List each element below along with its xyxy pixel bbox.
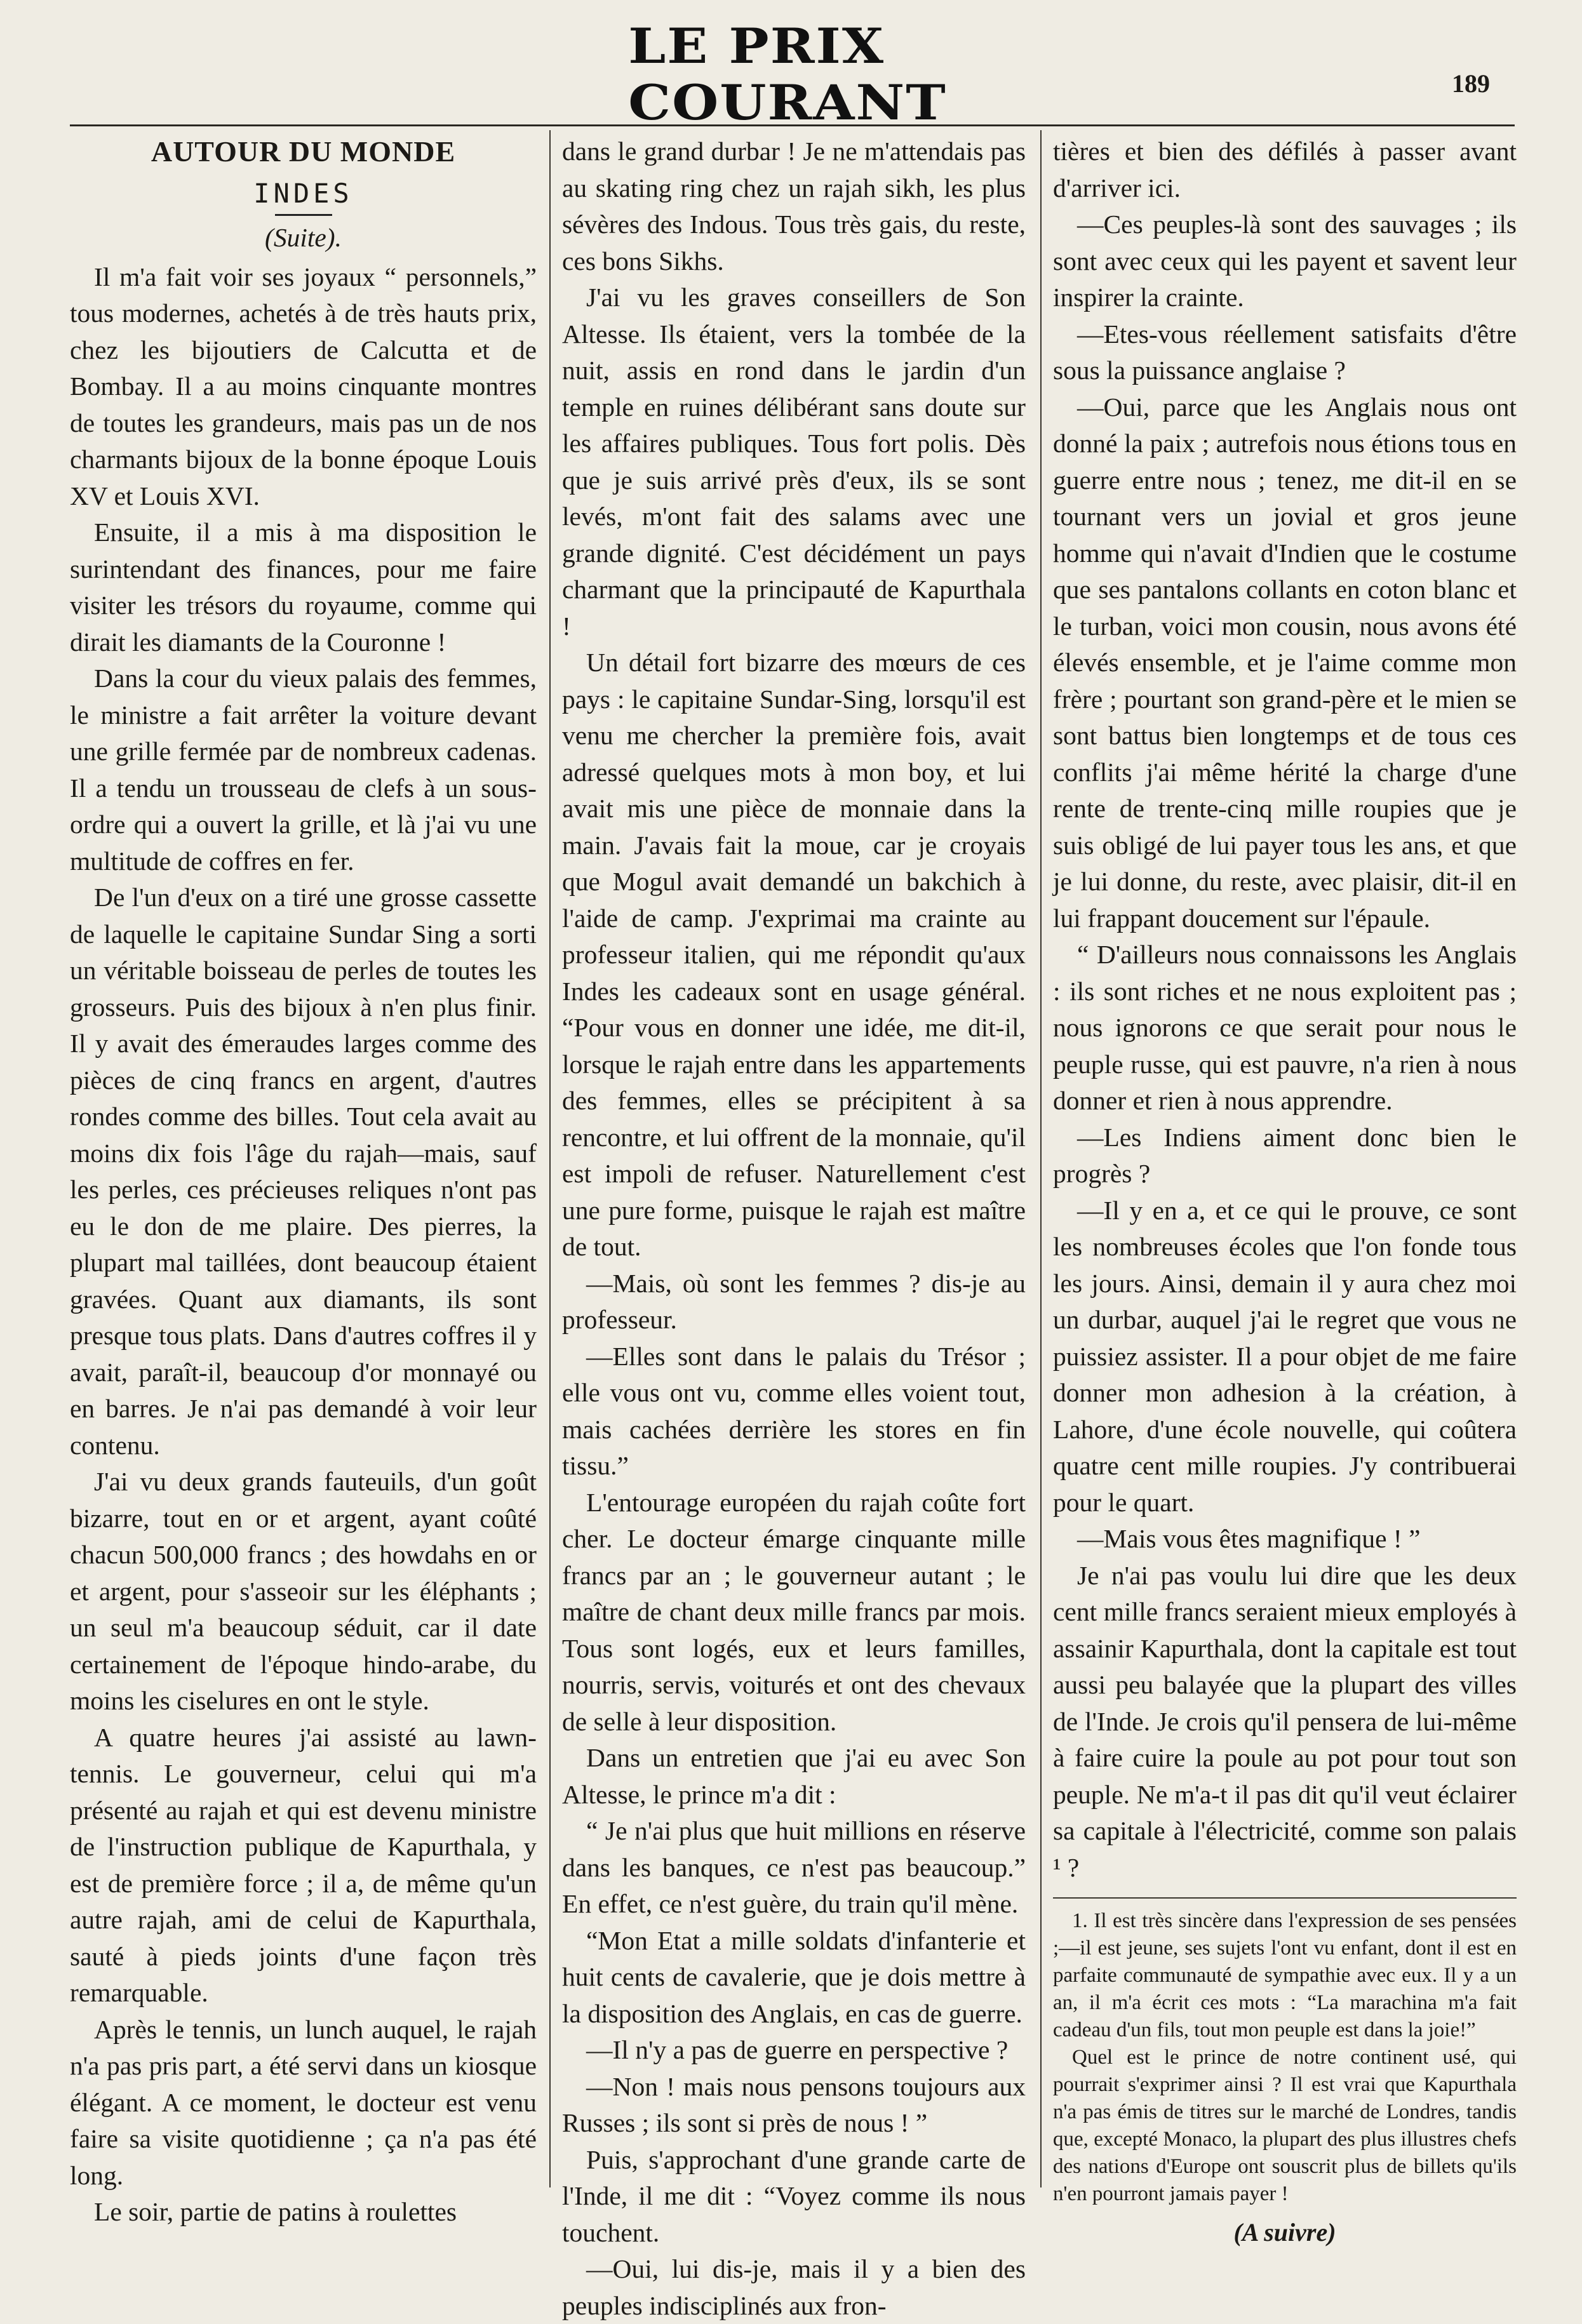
paragraph: —Mais vous êtes magnifique ! ” xyxy=(1077,1524,1421,1553)
paragraph: —Les Indiens aiment donc bien le progrès ? xyxy=(1053,1122,1517,1188)
to-be-continued: (A suivre) xyxy=(1233,2218,1336,2247)
paragraph: Après le tennis, un lunch auquel, le rajah n'a pas pris part, a été servi dans un kiosque élégant. A ce moment, le docteur est venu faire sa visite quotidienne ; ça n'a pas été long. xyxy=(70,2014,537,2190)
paragraph: —Oui, lui dis-je, mais il y a bien des peuples indisciplinés aux fron- xyxy=(562,2254,1026,2320)
footnote: Quel est le prince de notre continent usé, qui pourrait s'exprimer ainsi ? Il est vrai que Kapurthala n'a pas émis de titres sur le marché de Londres, tandis que, excepté Monaco, la plupart des plus illustres chefs des nations d'Europe ont souscrit plus de billets qu'ils n'en pourront jamais payer ! xyxy=(1053,2046,1517,2205)
continued-note: (Suite). xyxy=(265,223,342,252)
column-3 xyxy=(1053,133,1517,2247)
paragraph: dans le grand durbar ! Je ne m'attendais pas au skating ring chez un rajah sikh, les plus sévères des Indous. Tous très gais, du reste, ces bons Sikhs. xyxy=(562,137,1026,276)
paragraph: J'ai vu deux grands fauteuils, d'un goût bizarre, tout en or et argent, ayant coûté chacun 500,000 francs ; des howdahs en or et argent, pour s'asseoir sur les éléphants ; un seul m'a beaucoup séduit, car il date certainement de l'époque hindo-arabe, du moins les ciselures en ont le style. xyxy=(70,1467,537,1715)
paragraph: Puis, s'approchant d'une grande carte de l'Inde, il me dit : “Voyez comme ils nous touchent. xyxy=(562,2144,1026,2247)
paragraph: Ensuite, il a mis à ma disposition le surintendant des finances, pour me faire visiter les trésors du royaume, comme qui dirait les diamants de la Couronne ! xyxy=(70,518,537,657)
paragraph: “ D'ailleurs nous connaissons les Anglais : ils sont riches et ne nous exploitent pas ; nous ignorons ce que serait pour nous le peuple russe, qui est pauvre, n'a rien à nous donner et rien à nous apprendre. xyxy=(1053,940,1517,1115)
column-1-text xyxy=(70,259,537,2231)
paragraph: “Mon Etat a mille soldats d'infanterie et huit cents de cavalerie, que je dois mettre à la disposition des Anglais, en cas de guerre. xyxy=(562,1925,1026,2028)
paragraph: —Ces peuples-là sont des sauvages ; ils sont avec ceux qui les payent et savent leur inspirer la crainte. xyxy=(1053,210,1517,312)
paragraph: J'ai vu les graves conseillers de Son Altesse. Ils étaient, vers la tombée de la nuit, assis en rond dans le jardin d'un temple en ruines délibérant sans doute sur les affaires publiques. Tous fort polis. Dès que je suis arrivé près d'eux, ils se sont levés, m'ont fait des salams avec une grande dignité. C'est décidément un pays charmant que la principauté de Kapurthala ! xyxy=(562,283,1026,641)
paragraph: tières et bien des défilés à passer avant d'arriver ici. xyxy=(1053,137,1517,203)
paragraph: Je n'ai pas voulu lui dire que les deux cent mille francs seraient mieux employés à assainir Kapurthala, dont la capitale est tout aussi peu balayée que la plupart des villes de l'Inde. Je crois qu'il pensera de lui-même à faire cuire la poule au pot pour tout son peuple. Ne m'a-t il pas dit qu'il veut éclairer sa capitale à l'électricité, comme son palais ¹ ? xyxy=(1053,1560,1517,1882)
paragraph: Le soir, partie de patins à roulettes xyxy=(94,2197,457,2226)
paragraph: —Non ! mais nous pensons toujours aux Russes ; ils sont si près de nous ! ” xyxy=(562,2071,1026,2137)
paragraph: —Oui, parce que les Anglais nous ont donné la paix ; autrefois nous étions tous en guerre entre nous ; tenez, me dit-il en se tournant vers un jovial et gros jeune homme qui n'avait d'Indien que le costume que ses pantalons collants en coton blanc et le turban, voici mon cousin, nous avons été élevés ensemble, et je l'aime comme mon frère ; pourtant son grand-père et le mien se sont battus bien longtemps et de tous ces conflits j'ai même hérité la charge d'une rente de trente-cinq mille roupies que je suis obligé de lui payer tous les ans, et que je lui donne, du reste, avec plaisir, dit-il en lui frappant doucement sur l'épaule. xyxy=(1053,392,1517,933)
column-divider xyxy=(1040,130,1042,2187)
paragraph: Un détail fort bizarre des mœurs de ces pays : le capitaine Sundar-Sing, lorsqu'il est venu me chercher la première fois, avait adressé quelques mots à mon boy, et lui avait mis une pièce de monnaie dans la main. J'avais fait la moue, car je croyais que Mogul avait demandé un bakchich à l'aide de camp. J'exprimai ma crainte au professeur italien, qui me répondit qu'aux Indes les cadeaux sont en usage général. “Pour vous en donner une idée, me dit-il, lorsque le rajah entre dans les appartements des femmes, elles se précipitent à sa rencontre, et lui offrent de la monnaie, qu'il est impoli de refuser. Naturellement c'est une pure forme, puisque le rajah est maître de tout. xyxy=(562,648,1026,1261)
column-divider xyxy=(549,130,551,2187)
column-2 xyxy=(562,133,1026,2320)
column-1 xyxy=(70,133,537,2226)
paragraph: L'entourage européen du rajah coûte fort cher. Le docteur émarge cinquante mille francs par an ; le gouverneur autant ; le maître de chant deux mille francs par mois. Tous sont logés, eux et leurs familles, nourris, servis, voiturés et ont des chevaux de selle à leur disposition. xyxy=(562,1487,1026,1736)
article-title: AUTOUR DU MONDE xyxy=(151,135,456,168)
footnote: 1. Il est très sincère dans l'expression de ses pensées ;—il est jeune, ses sujets l'ont vu enfant, dont il est en parfaite communauté de sympathie avec eux. Il y a un an, il m'a écrit ces mots : “La marachina m'a fait cadeau d'un fils, tout mon peuple est dans la joie!” xyxy=(1053,1909,1517,2041)
paragraph: A quatre heures j'ai assisté au lawn-tennis. Le gouverneur, celui qui m'a présenté au rajah et qui est devenu ministre de l'instruction publique de Kapurthala, y est de première force ; il a, de même qu'un autre rajah, ami de celui de Kapurthala, sauté à pieds joints d'une façon très remarquable. xyxy=(70,1722,537,2007)
footnotes xyxy=(1053,1897,1517,2208)
paragraph: Il m'a fait voir ses joyaux “ personnels,” tous modernes, achetés à de très hauts prix, chez les bijoutiers de Calcutta et de Bombay. Il a au moins cinquante montres de toutes les grandeurs, mais pas un de nos charmants bijoux de la bonne époque Louis XV et Louis XVI. xyxy=(70,262,537,511)
paragraph: —Il n'y a pas de guerre en perspective ? xyxy=(586,2035,1009,2064)
paragraph: —Etes-vous réellement satisfaits d'être sous la puissance anglaise ? xyxy=(1053,319,1517,385)
section-title: INDES xyxy=(253,177,353,209)
title-rule xyxy=(275,214,332,216)
paragraph: —Mais, où sont les femmes ? dis-je au professeur. xyxy=(562,1268,1026,1334)
header-rule xyxy=(70,124,1515,126)
paragraph: Dans un entretien que j'ai eu avec Son Altesse, le prince m'a dit : xyxy=(562,1743,1026,1809)
masthead-logo xyxy=(628,17,947,131)
page-number: 189 xyxy=(1452,69,1490,98)
paragraph: “ Je n'ai plus que huit millions en réserve dans les banques, ce n'est pas beaucoup.” En effet, ce n'est guère, du train qu'il mène. xyxy=(562,1816,1026,1918)
paragraph: —Elles sont dans le palais du Trésor ; elle vous ont vu, comme elles voient tout, mais cachées derrière les stores en fin tissu.” xyxy=(562,1341,1026,1480)
logo-text: LE PRIX COURANT xyxy=(628,17,947,131)
paragraph: De l'un d'eux on a tiré une grosse cassette de laquelle le capitaine Sundar Sing a sorti un véritable boisseau de perles de toutes les grosseurs. Puis des bijoux à n'en plus finir. Il y avait des émeraudes larges comme des pièces de cinq francs en argent, d'autres rondes comme des billes. Tout cela avait au moins dix fois l'âge du rajah—mais, sauf les perles, ces précieuses reliques n'ont pas eu le don de me plaire. Des pierres, la plupart mal taillées, dont beaucoup étaient gravées. Quant aux diamants, ils sont presque tous plats. Dans d'autres coffres il y avait, paraît-il, beaucoup d'or monnayé ou en barres. Je n'ai pas demandé à voir leur contenu. xyxy=(70,883,537,1460)
paragraph: Dans la cour du vieux palais des femmes, le ministre a fait arrêter la voiture devant une grille fermée par de nombreux cadenas. Il a tendu un trousseau de clefs à un sous-ordre qui a ouvert la grille, et là j'ai vu une multitude de coffres en fer. xyxy=(70,664,537,876)
paragraph: —Il y en a, et ce qui le prouve, ce sont les nombreuses écoles que l'on fonde tous les jours. Ainsi, demain il y aura chez moi un durbar, auquel j'ai le regret que vous ne puissiez assister. Il a pour objet de me faire donner mon adhesion à la création, à Lahore, d'une école nouvelle, qui coûtera quatre cent mille roupies. J'y contribuerai pour le quart. xyxy=(1053,1195,1517,1517)
